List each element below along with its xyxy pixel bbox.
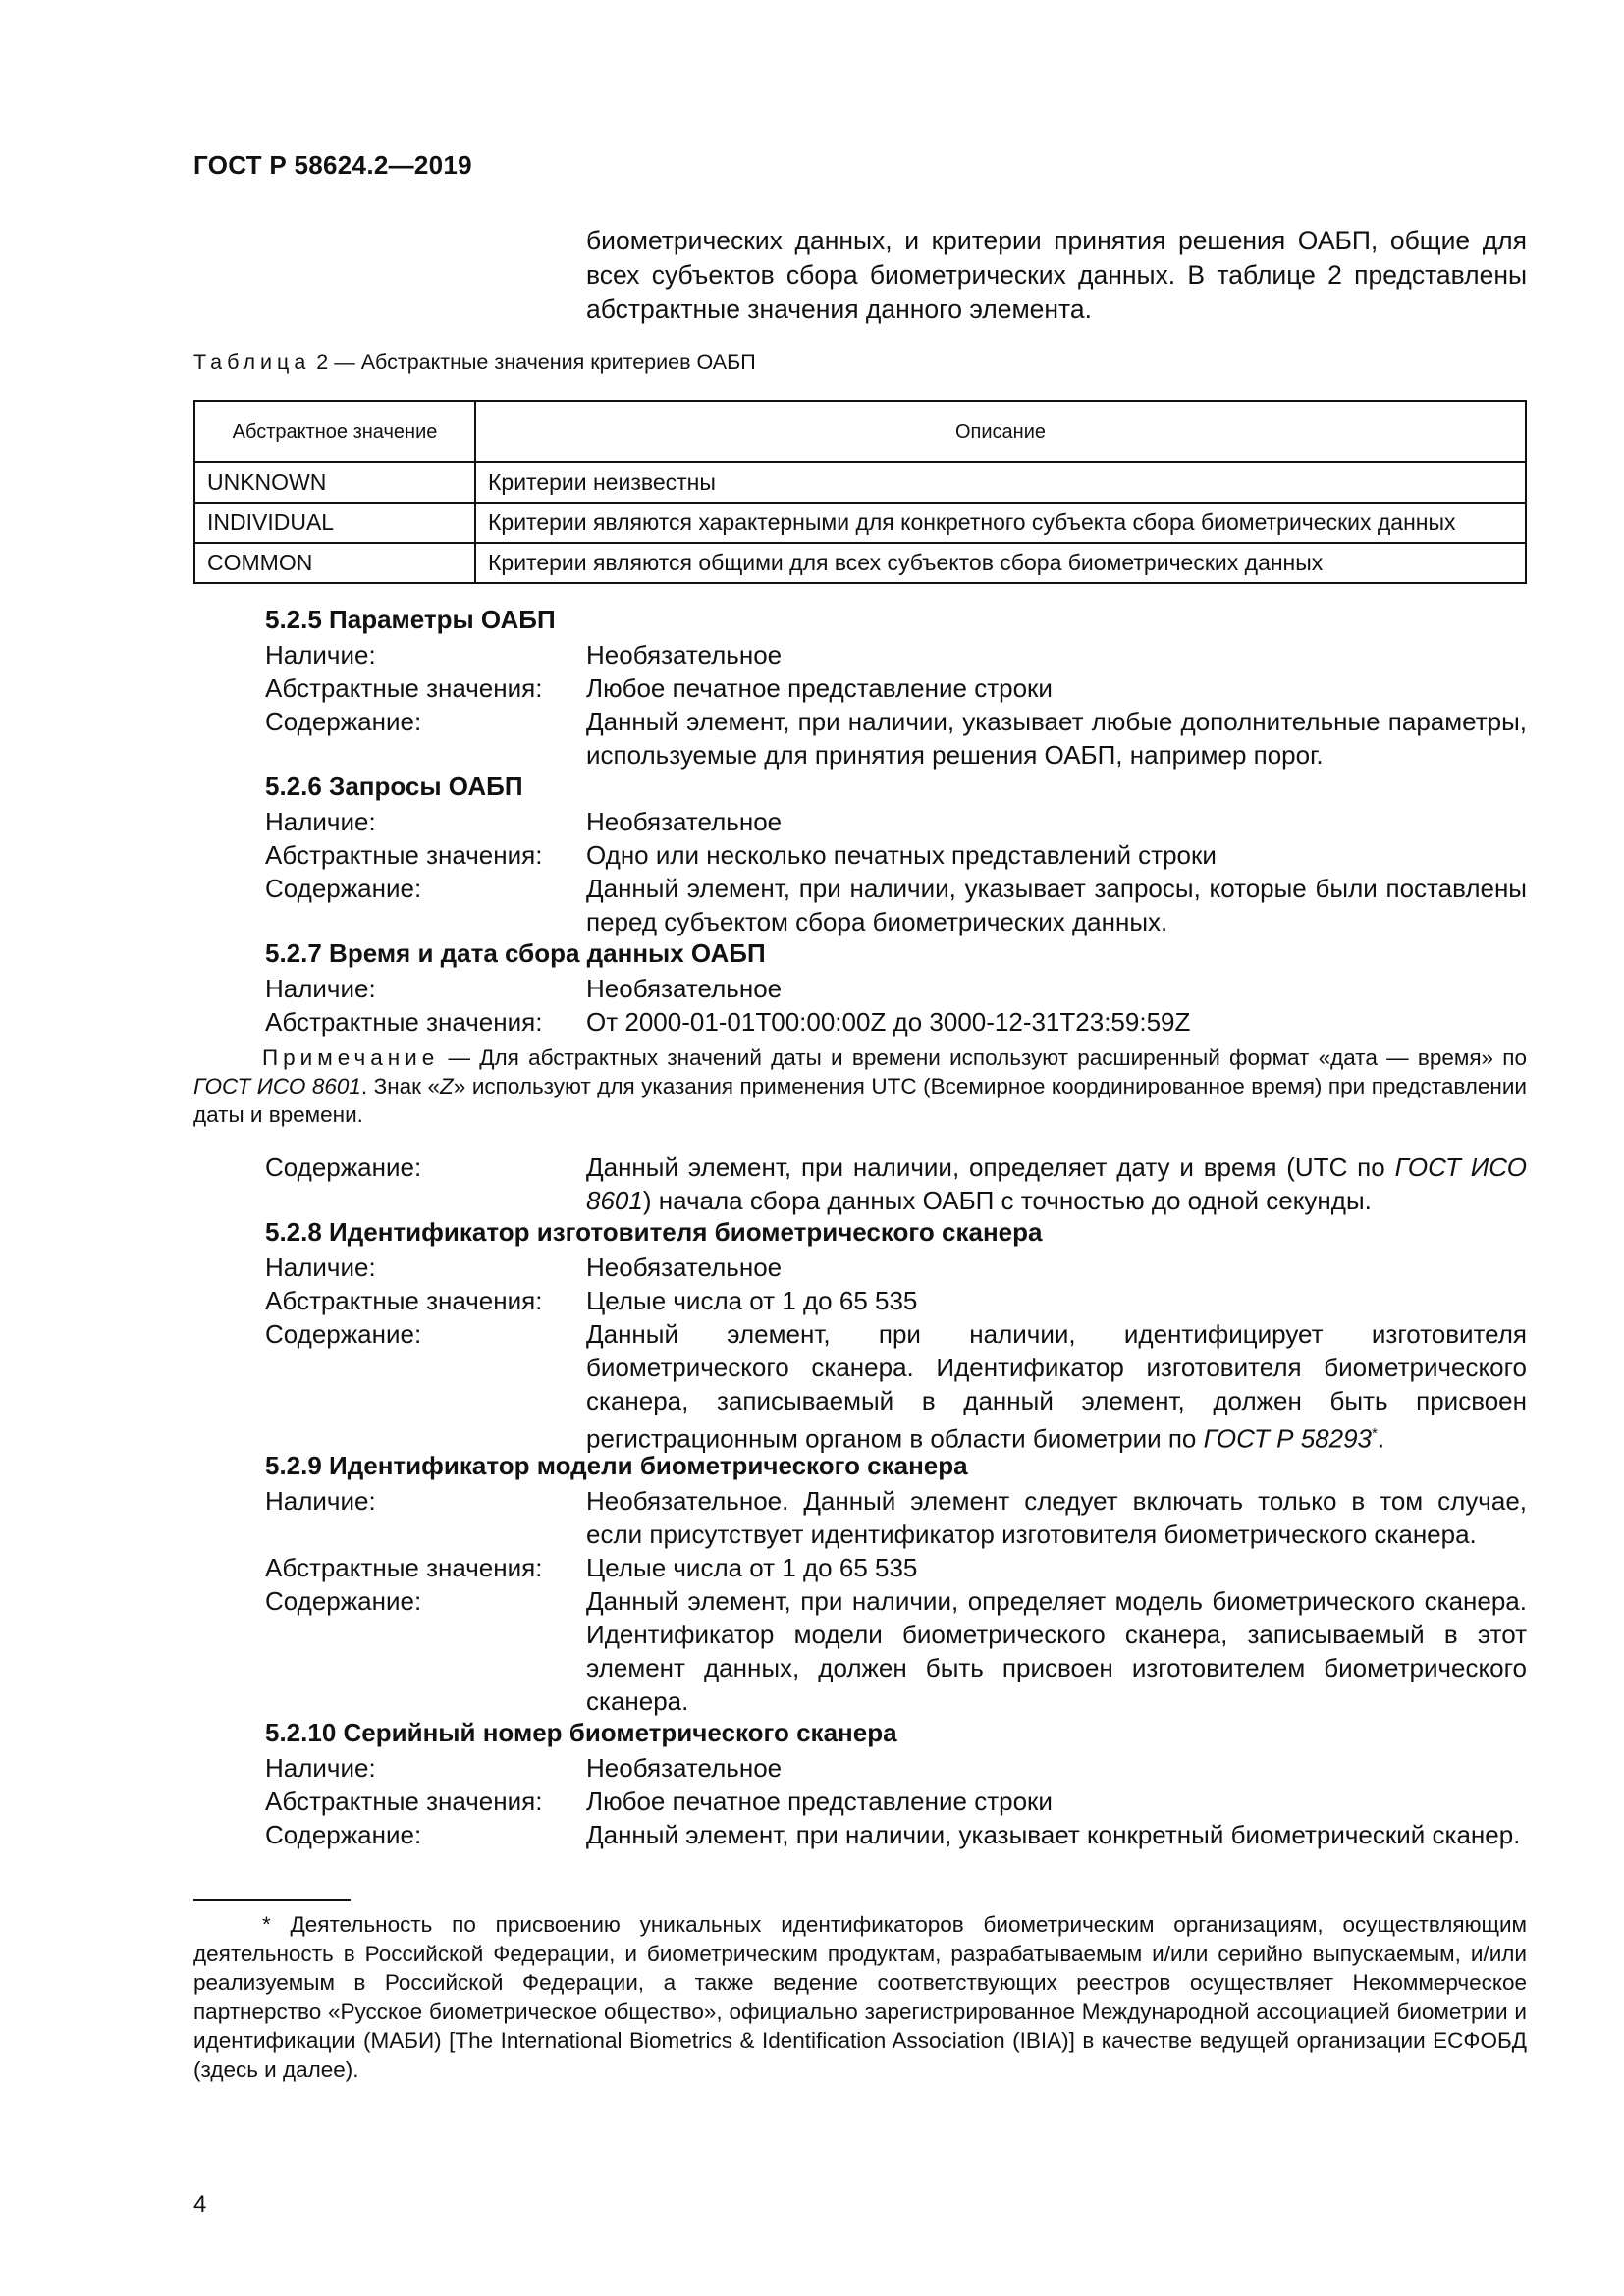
table-row (194, 462, 1526, 503)
content-text-a: Данный элемент, при наличии, идентифицирует изготовителя биометрического сканера. Идентификатор изготовителя биометрического сканера, записываемый в данный элемент, должен быть присвоен регистрационным органом в области биометрии по (586, 1319, 1527, 1454)
note-prefix: Примечание (262, 1045, 440, 1070)
content-label: Содержание: (265, 707, 422, 736)
abstract-values-label: Абстрактные значения: (265, 1007, 543, 1037)
table-cell-description: Критерии являются характерными для конкретного субъекта сбора биометрических данных (475, 503, 1526, 543)
note-text-b: . Знак « (360, 1074, 441, 1098)
section-5-2-5-presence: Необязательное (586, 640, 783, 669)
section-5-2-6-title: 5.2.6 Запросы ОАБП (265, 772, 523, 801)
section-5-2-10-presence: Необязательное (586, 1753, 783, 1783)
section-5-2-8-title: 5.2.8 Идентификатор изготовителя биометрического сканера (265, 1217, 1043, 1247)
table-row (194, 543, 1526, 583)
section-5-2-8-abstract: Целые числа от 1 до 65 535 (586, 1286, 918, 1315)
content-text-a: Данный элемент, при наличии, определяет дату и время (UTC по (586, 1152, 1395, 1182)
note-text-a: — Для абстрактных значений даты и времени используют расширенный формат «дата — время» по (439, 1045, 1527, 1070)
table-caption-text: 2 — Абстрактные значения критериев ОАБП (310, 350, 756, 374)
section-5-2-10-content: Данный элемент, при наличии, указывает конкретный биометрический сканер. (586, 1820, 1521, 1849)
table-caption (193, 350, 756, 375)
section-5-2-5-content: Данный элемент, при наличии, указывает любые дополнительные параметры, используемые для принятия решения ОАБП, например порог. (586, 707, 1527, 770)
document-header: ГОСТ Р 58624.2—2019 (193, 150, 472, 180)
table-header-row (194, 401, 1526, 462)
table-cell-value: COMMON (194, 543, 475, 583)
content-reference: ГОСТ ИСО 8601 (586, 1152, 1528, 1215)
table-row (194, 503, 1526, 543)
section-5-2-10-title: 5.2.10 Серийный номер биометрического сканера (265, 1718, 897, 1747)
content-label: Содержание: (265, 1820, 422, 1849)
section-5-2-9-presence: Необязательное. Данный элемент следует включать только в том случае, если присутствует идентификатор изготовителя биометрического сканера. (586, 1486, 1527, 1549)
content-label: Содержание: (265, 1319, 422, 1349)
section-5-2-5-title: 5.2.5 Параметры ОАБП (265, 605, 556, 634)
content-reference: ГОСТ Р 58293 (1203, 1423, 1372, 1454)
content-text-end: . (1377, 1423, 1385, 1454)
abstract-values-table (193, 400, 1527, 584)
presence-label: Наличие: (265, 807, 376, 836)
table-cell-description: Критерии неизвестны (475, 462, 1526, 503)
content-text-b: ) начала сбора данных ОАБП с точностью до одной секунды. (642, 1186, 1372, 1215)
page-number: 4 (193, 2191, 207, 2217)
section-5-2-9-abstract: Целые числа от 1 до 65 535 (586, 1553, 918, 1582)
abstract-values-label: Абстрактные значения: (265, 840, 543, 870)
note-paragraph (193, 1043, 1527, 1129)
footnote-marker: * (1372, 1425, 1378, 1442)
table-header-abstract-value: Абстрактное значение (194, 401, 475, 462)
section-5-2-8-content (586, 1317, 1527, 1456)
table-header-description: Описание (475, 401, 1526, 462)
section-5-2-6-presence: Необязательное (586, 807, 783, 836)
content-label: Содержание: (265, 1152, 422, 1182)
presence-label: Наличие: (265, 640, 376, 669)
abstract-values-label: Абстрактные значения: (265, 673, 543, 703)
section-5-2-7-abstract: От 2000-01-01T00:00:00Z до 3000-12-31T23:59:59Z (586, 1007, 1191, 1037)
table-cell-value: UNKNOWN (194, 462, 475, 503)
section-5-2-9-title: 5.2.9 Идентификатор модели биометрического сканера (265, 1451, 968, 1480)
section-5-2-5-abstract: Любое печатное представление строки (586, 673, 1053, 703)
section-5-2-7-content (586, 1150, 1527, 1217)
note-text-c: » используют для указания применения UTC (Всемирное координированное время) при представлении даты и времени. (193, 1074, 1527, 1127)
content-label: Содержание: (265, 874, 422, 903)
section-5-2-6-abstract: Одно или несколько печатных представлений строки (586, 840, 1217, 870)
presence-label: Наличие: (265, 1253, 376, 1282)
section-5-2-7-presence: Необязательное (586, 974, 783, 1003)
abstract-values-label: Абстрактные значения: (265, 1286, 543, 1315)
abstract-values-label: Абстрактные значения: (265, 1553, 543, 1582)
section-5-2-9-content: Данный элемент, при наличии, определяет модель биометрического сканера. Идентификатор модели биометрического сканера, записываемый в этот элемент данных, должен быть присвоен изготовителем биометрического сканера. (586, 1586, 1527, 1716)
intro-paragraph: биометрических данных, и критерии принятия решения ОАБП, общие для всех субъектов сбора биометрических данных. В таблице 2 представлены абстрактные значения данного элемента. (586, 226, 1527, 324)
table-caption-prefix: Таблица (193, 350, 311, 374)
section-5-2-10-abstract: Любое печатное представление строки (586, 1787, 1053, 1816)
footnote-separator (193, 1899, 351, 1901)
note-reference: ГОСТ ИСО 8601 (193, 1074, 361, 1098)
presence-label: Наличие: (265, 1486, 376, 1516)
presence-label: Наличие: (265, 974, 376, 1003)
footnote: * Деятельность по присвоению уникальных идентификаторов биометрическим организациям, осуществляющим деятельность в Российской Федерации, и биометрическим продуктам, разрабатываемым и/или серийно выпускаемым, и/или реализуемым в Российской Федерации, а также ведение соответствующих реестров осуществляет Некоммерческое партнерство «Русское биометрическое общество», официально зарегистрированное Международной ассоциацией биометрии и идентификации (МАБИ) [The International Biometrics & Identification Association (IBIA)] в качестве ведущей организации ЕСФОБД (здесь и далее). (193, 1912, 1527, 2082)
content-label: Содержание: (265, 1586, 422, 1616)
note-z-symbol: Z (440, 1074, 454, 1098)
section-5-2-8-presence: Необязательное (586, 1253, 783, 1282)
table-cell-description: Критерии являются общими для всех субъектов сбора биометрических данных (475, 543, 1526, 583)
presence-label: Наличие: (265, 1753, 376, 1783)
section-5-2-6-content: Данный элемент, при наличии, указывает запросы, которые были поставлены перед субъектом сбора биометрических данных. (586, 874, 1527, 936)
abstract-values-label: Абстрактные значения: (265, 1787, 543, 1816)
table-cell-value: INDIVIDUAL (194, 503, 475, 543)
section-5-2-7-title: 5.2.7 Время и дата сбора данных ОАБП (265, 938, 766, 968)
